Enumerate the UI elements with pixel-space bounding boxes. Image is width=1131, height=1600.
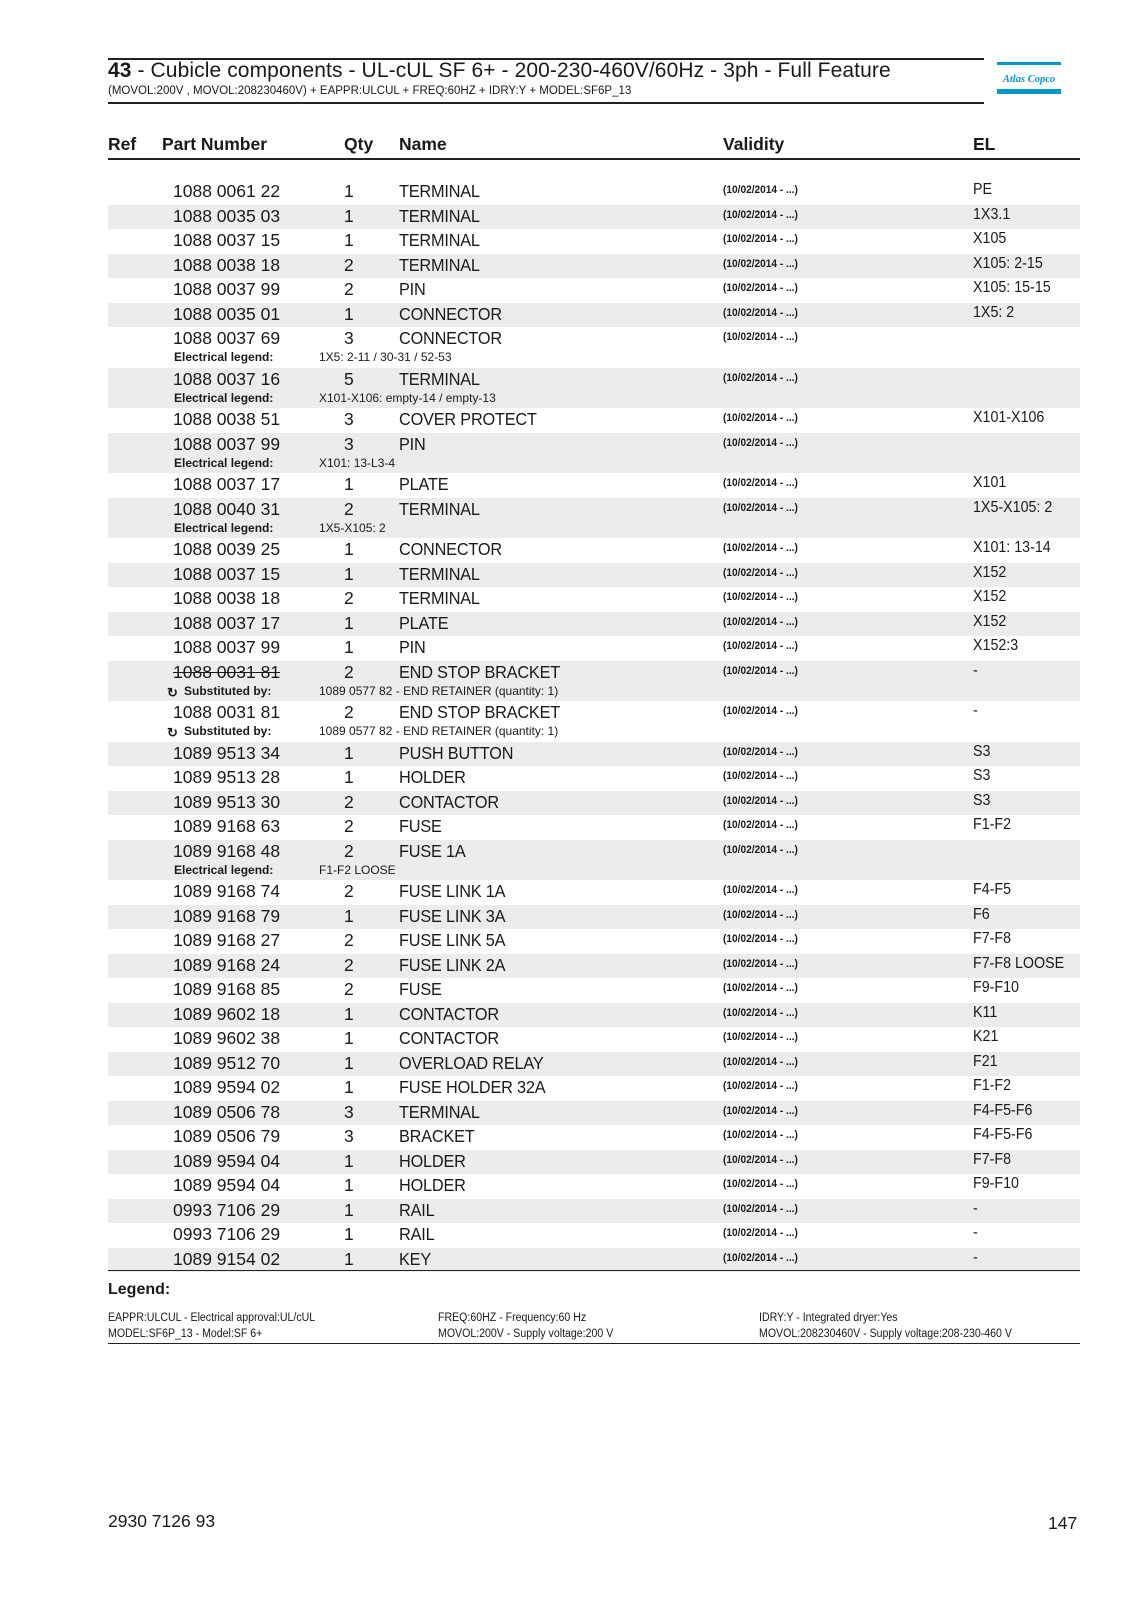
legend-top-rule xyxy=(108,1270,1080,1271)
electrical-reference: X152 xyxy=(973,563,1007,581)
electrical-reference: F4-F5 xyxy=(973,881,1012,898)
electrical-reference: S3 xyxy=(973,791,991,809)
validity: (10/02/2014 - ...) xyxy=(723,908,798,921)
part-name: FUSE xyxy=(399,816,442,836)
electrical-reference: X101: 13-14 xyxy=(973,539,1051,556)
part-number: 1089 0506 79 xyxy=(173,1126,281,1146)
part-name: PUSH BUTTON xyxy=(399,742,514,763)
part-name: TERMINAL xyxy=(399,563,480,584)
part-name: CONTACTOR xyxy=(399,1003,499,1024)
part-name: TERMINAL xyxy=(399,1101,480,1122)
substituted-by-label: Substituted by: xyxy=(184,683,272,698)
table-row xyxy=(108,368,1080,409)
part-name: CONNECTOR xyxy=(399,539,502,559)
part-number: 1088 0038 51 xyxy=(173,409,281,429)
validity: (10/02/2014 - ...) xyxy=(723,745,798,758)
validity: (10/02/2014 - ...) xyxy=(723,819,798,831)
validity: (10/02/2014 - ...) xyxy=(723,436,798,449)
electrical-legend-value: X101-X106: empty-14 / empty-13 xyxy=(319,390,496,405)
electrical-reference: K21 xyxy=(973,1028,999,1045)
substituted-by-label: Substituted by: xyxy=(184,724,272,738)
table-row xyxy=(108,742,1080,767)
table-row xyxy=(108,327,1080,368)
page-number: 147 xyxy=(1048,1513,1078,1533)
part-name: FUSE LINK 1A xyxy=(399,881,506,901)
table-row xyxy=(108,791,1080,816)
table-row xyxy=(108,1150,1080,1175)
validity: (10/02/2014 - ...) xyxy=(723,306,798,319)
table-row xyxy=(108,636,1080,661)
validity: (10/02/2014 - ...) xyxy=(723,884,798,896)
validity: (10/02/2014 - ...) xyxy=(723,982,798,994)
legend-item: FREQ:60HZ - Frequency:60 Hz xyxy=(438,1312,587,1324)
part-number: 1089 9594 04 xyxy=(173,1150,281,1171)
section-number: 43 xyxy=(108,59,132,82)
table-row xyxy=(108,954,1080,979)
part-name: HOLDER xyxy=(399,1150,466,1171)
part-name: FUSE LINK 2A xyxy=(399,954,506,975)
table-row xyxy=(108,1223,1080,1248)
table-row xyxy=(108,498,1080,539)
validity: (10/02/2014 - ...) xyxy=(723,1227,798,1239)
part-name: PLATE xyxy=(399,474,449,494)
substitution-icon: ↻ xyxy=(167,725,178,740)
column-header-el: EL xyxy=(973,134,996,154)
part-number: 1088 0035 03 xyxy=(173,205,281,226)
electrical-reference: K11 xyxy=(973,1003,998,1021)
electrical-legend-value: 1X5-X105: 2 xyxy=(319,520,386,535)
quantity: 1 xyxy=(344,905,354,926)
part-name: FUSE LINK 5A xyxy=(399,930,506,950)
quantity: 1 xyxy=(344,1028,354,1048)
validity: (10/02/2014 - ...) xyxy=(723,1178,798,1190)
column-header-ref: Ref xyxy=(108,134,137,154)
electrical-reference: X152:3 xyxy=(973,637,1019,654)
table-row xyxy=(108,1248,1080,1273)
quantity: 1 xyxy=(344,1248,354,1269)
part-name: TERMINAL xyxy=(399,588,480,608)
substitution-detail: 1089 0577 82 - END RETAINER (quantity: 1) xyxy=(319,683,559,698)
part-number: 1089 9168 79 xyxy=(173,905,281,926)
part-name: PIN xyxy=(399,279,426,299)
part-name: CONTACTOR xyxy=(399,791,499,812)
electrical-legend-label: Electrical legend: xyxy=(174,455,274,470)
quantity: 1 xyxy=(344,1199,354,1220)
table-row xyxy=(108,905,1080,930)
quantity: 2 xyxy=(344,588,354,608)
part-name: HOLDER xyxy=(399,1175,466,1195)
part-name: FUSE xyxy=(399,979,442,999)
quantity: 1 xyxy=(344,539,354,559)
quantity: 1 xyxy=(344,767,354,787)
table-row xyxy=(108,433,1080,474)
part-number: 1088 0039 25 xyxy=(173,539,281,559)
part-name: KEY xyxy=(399,1248,432,1269)
table-row xyxy=(108,929,1080,954)
legend-bottom-rule xyxy=(108,1343,1080,1344)
part-number: 1088 0031 81 xyxy=(173,702,281,722)
table-row xyxy=(108,1003,1080,1028)
table-row xyxy=(108,701,1080,742)
part-name: END STOP BRACKET xyxy=(399,702,561,722)
part-number: 0993 7106 29 xyxy=(173,1224,281,1244)
column-header-part-number: Part Number xyxy=(162,134,268,154)
electrical-reference: S3 xyxy=(973,742,991,760)
quantity: 3 xyxy=(344,433,354,454)
quantity: 2 xyxy=(344,791,354,812)
table-row xyxy=(108,563,1080,588)
part-number: 1089 9168 27 xyxy=(173,930,281,950)
part-number: 1088 0038 18 xyxy=(173,588,281,608)
validity: (10/02/2014 - ...) xyxy=(723,233,798,245)
part-name: BRACKET xyxy=(399,1126,475,1146)
part-name: FUSE HOLDER 32A xyxy=(399,1077,546,1097)
quantity: 1 xyxy=(344,563,354,584)
quantity: 1 xyxy=(344,1224,354,1244)
validity: (10/02/2014 - ...) xyxy=(723,371,798,384)
electrical-legend-label: Electrical legend: xyxy=(174,350,274,364)
legend-item: MOVOL:208230460V - Supply voltage:208-230-460 V xyxy=(759,1328,1012,1340)
column-header-qty: Qty xyxy=(344,134,374,154)
quantity: 2 xyxy=(344,979,354,999)
validity: (10/02/2014 - ...) xyxy=(723,933,798,945)
quantity: 2 xyxy=(344,702,354,722)
electrical-reference: S3 xyxy=(973,767,991,784)
part-number: 1089 9168 74 xyxy=(173,881,281,901)
part-number: 1088 0037 99 xyxy=(173,637,281,657)
part-number: 1088 0035 01 xyxy=(173,303,281,324)
table-row xyxy=(108,180,1080,205)
quantity: 5 xyxy=(344,368,354,389)
part-number: 1089 9512 70 xyxy=(173,1052,281,1073)
validity: (10/02/2014 - ...) xyxy=(723,542,798,554)
electrical-legend-value: F1-F2 LOOSE xyxy=(319,862,396,877)
quantity: 3 xyxy=(344,1126,354,1146)
quantity: 3 xyxy=(344,1101,354,1122)
part-number: 1089 9602 18 xyxy=(173,1003,281,1024)
table-row xyxy=(108,229,1080,254)
part-number: 1088 0061 22 xyxy=(173,181,281,201)
legend-item: MOVOL:200V - Supply voltage:200 V xyxy=(438,1328,614,1340)
electrical-reference: 1X3.1 xyxy=(973,205,1011,223)
validity: (10/02/2014 - ...) xyxy=(723,331,798,343)
quantity: 2 xyxy=(344,661,354,682)
quantity: 2 xyxy=(344,840,354,861)
part-number: 1088 0037 15 xyxy=(173,230,281,250)
part-name: TERMINAL xyxy=(399,205,480,226)
quantity: 3 xyxy=(344,409,354,429)
part-number: 0993 7106 29 xyxy=(173,1199,281,1220)
validity: (10/02/2014 - ...) xyxy=(723,705,798,717)
table-row xyxy=(108,205,1080,230)
electrical-reference: X105 xyxy=(973,230,1007,247)
electrical-legend-value: X101: 13-L3-4 xyxy=(319,455,396,470)
table-row xyxy=(108,303,1080,328)
part-name: OVERLOAD RELAY xyxy=(399,1052,544,1073)
validity: (10/02/2014 - ...) xyxy=(723,591,798,603)
part-number: 1088 0037 99 xyxy=(173,279,281,299)
part-number: 1088 0037 99 xyxy=(173,433,281,454)
quantity: 2 xyxy=(344,498,354,519)
quantity: 2 xyxy=(344,254,354,275)
part-name: TERMINAL xyxy=(399,254,480,275)
quantity: 1 xyxy=(344,1150,354,1171)
table-row xyxy=(108,840,1080,881)
legend-item: MODEL:SF6P_13 - Model:SF 6+ xyxy=(108,1328,263,1340)
validity: (10/02/2014 - ...) xyxy=(723,957,798,970)
quantity: 1 xyxy=(344,474,354,494)
part-name: COVER PROTECT xyxy=(399,409,537,429)
electrical-reference: F6 xyxy=(973,905,990,923)
validity: (10/02/2014 - ...) xyxy=(723,412,798,424)
electrical-reference: F4-F5-F6 xyxy=(973,1126,1033,1143)
electrical-reference: 1X5-X105: 2 xyxy=(973,498,1053,516)
quantity: 1 xyxy=(344,1052,354,1073)
table-row xyxy=(108,408,1080,433)
part-number: 1089 9594 02 xyxy=(173,1077,281,1097)
part-number: 1088 0038 18 xyxy=(173,254,281,275)
part-name: TERMINAL xyxy=(399,368,480,389)
part-number: 1088 0037 17 xyxy=(173,474,281,494)
electrical-reference: F21 xyxy=(973,1052,998,1070)
part-number: 1089 9154 02 xyxy=(173,1248,281,1269)
electrical-reference: - xyxy=(973,1199,978,1217)
table-row xyxy=(108,1076,1080,1101)
electrical-legend-value: 1X5: 2-11 / 30-31 / 52-53 xyxy=(319,350,452,364)
legend-item: IDRY:Y - Integrated dryer:Yes xyxy=(759,1312,898,1324)
part-name: FUSE 1A xyxy=(399,840,466,861)
part-number: 1089 9602 38 xyxy=(173,1028,281,1048)
quantity: 1 xyxy=(344,612,354,633)
part-number: 1089 9513 34 xyxy=(173,742,281,763)
part-name: END STOP BRACKET xyxy=(399,661,561,682)
validity: (10/02/2014 - ...) xyxy=(723,794,798,807)
legend-item: EAPPR:ULCUL - Electrical approval:UL/cUL xyxy=(108,1312,316,1324)
table-row xyxy=(108,1199,1080,1224)
table-row xyxy=(108,1174,1080,1199)
quantity: 2 xyxy=(344,881,354,901)
part-name: CONNECTOR xyxy=(399,303,502,324)
part-number: 1089 9594 04 xyxy=(173,1175,281,1195)
quantity: 1 xyxy=(344,230,354,250)
electrical-reference: X152 xyxy=(973,588,1007,605)
table-row xyxy=(108,1027,1080,1052)
document-number: 2930 7126 93 xyxy=(108,1511,216,1531)
table-row xyxy=(108,538,1080,563)
electrical-reference: F9-F10 xyxy=(973,979,1019,996)
part-name: PIN xyxy=(399,637,426,657)
column-header-validity: Validity xyxy=(723,134,785,154)
validity: (10/02/2014 - ...) xyxy=(723,1202,798,1215)
electrical-reference: - xyxy=(973,1224,978,1241)
validity: (10/02/2014 - ...) xyxy=(723,1251,798,1264)
quantity: 1 xyxy=(344,181,354,201)
validity: (10/02/2014 - ...) xyxy=(723,208,798,221)
validity: (10/02/2014 - ...) xyxy=(723,1104,798,1117)
part-number: 1088 0037 15 xyxy=(173,563,281,584)
header-bottom-rule xyxy=(108,102,984,104)
part-name: CONNECTOR xyxy=(399,328,502,348)
part-number: 1089 9168 63 xyxy=(173,816,281,836)
quantity: 2 xyxy=(344,816,354,836)
page-title xyxy=(108,59,891,83)
electrical-reference: F7-F8 LOOSE xyxy=(973,954,1065,972)
electrical-reference: X105: 2-15 xyxy=(973,254,1043,272)
quantity: 1 xyxy=(344,742,354,763)
quantity: 1 xyxy=(344,637,354,657)
electrical-reference: F4-F5-F6 xyxy=(973,1101,1033,1119)
electrical-legend-label: Electrical legend: xyxy=(174,862,274,877)
validity: (10/02/2014 - ...) xyxy=(723,770,798,782)
part-name: HOLDER xyxy=(399,767,466,787)
validity: (10/02/2014 - ...) xyxy=(723,843,798,856)
validity: (10/02/2014 - ...) xyxy=(723,566,798,579)
table-row xyxy=(108,815,1080,840)
validity: (10/02/2014 - ...) xyxy=(723,1055,798,1068)
electrical-legend-label: Electrical legend: xyxy=(174,520,274,535)
electrical-reference: X101-X106 xyxy=(973,409,1045,426)
part-name: PIN xyxy=(399,433,426,454)
column-header-name: Name xyxy=(399,134,447,154)
part-number: 1089 9168 85 xyxy=(173,979,281,999)
section-title: - Cubicle components - UL-cUL SF 6+ - 200-230-460V/60Hz - 3ph - Full Feature xyxy=(131,59,891,82)
quantity: 1 xyxy=(344,303,354,324)
part-number: 1088 0037 17 xyxy=(173,612,281,633)
substitution-icon: ↻ xyxy=(167,684,178,700)
validity: (10/02/2014 - ...) xyxy=(723,257,798,270)
legend-title: Legend: xyxy=(108,1281,171,1298)
validity: (10/02/2014 - ...) xyxy=(723,1129,798,1141)
table-row xyxy=(108,254,1080,279)
validity: (10/02/2014 - ...) xyxy=(723,282,798,294)
part-number: 1089 9168 48 xyxy=(173,840,281,861)
part-number: 1088 0040 31 xyxy=(173,498,281,519)
table-row xyxy=(108,473,1080,498)
electrical-reference: - xyxy=(973,1248,978,1266)
table-row xyxy=(108,278,1080,303)
validity: (10/02/2014 - ...) xyxy=(723,1080,798,1092)
atlas-copco-logo xyxy=(997,62,1061,94)
part-number: 1089 9168 24 xyxy=(173,954,281,975)
column-header-rule xyxy=(108,158,1080,160)
table-row xyxy=(108,1052,1080,1077)
table-row xyxy=(108,978,1080,1003)
electrical-reference: - xyxy=(973,702,978,719)
part-number: 1089 0506 78 xyxy=(173,1101,281,1122)
quantity: 2 xyxy=(344,954,354,975)
quantity: 1 xyxy=(344,205,354,226)
quantity: 2 xyxy=(344,930,354,950)
validity: (10/02/2014 - ...) xyxy=(723,640,798,652)
table-row xyxy=(108,880,1080,905)
validity: (10/02/2014 - ...) xyxy=(723,1031,798,1043)
quantity: 1 xyxy=(344,1077,354,1097)
part-number: 1089 9513 30 xyxy=(173,791,281,812)
part-name: TERMINAL xyxy=(399,230,480,250)
part-name: PLATE xyxy=(399,612,449,633)
table-row xyxy=(108,1125,1080,1150)
validity: (10/02/2014 - ...) xyxy=(723,615,798,628)
electrical-reference: F1-F2 xyxy=(973,816,1012,833)
validity: (10/02/2014 - ...) xyxy=(723,184,798,196)
electrical-reference: X152 xyxy=(973,612,1007,630)
configuration-subtitle: (MOVOL:200V , MOVOL:208230460V) + EAPPR:ULCUL + FREQ:60HZ + IDRY:Y + MODEL:SF6P_13 xyxy=(108,85,632,97)
table-row xyxy=(108,587,1080,612)
electrical-legend-label: Electrical legend: xyxy=(174,390,274,405)
electrical-reference: X101 xyxy=(973,474,1007,491)
quantity: 1 xyxy=(344,1003,354,1024)
electrical-reference: F7-F8 xyxy=(973,1150,1012,1168)
quantity: 3 xyxy=(344,328,354,348)
part-number: 1088 0031 81 xyxy=(173,661,281,682)
part-name: RAIL xyxy=(399,1224,435,1244)
quantity: 2 xyxy=(344,279,354,299)
electrical-reference: F7-F8 xyxy=(973,930,1012,947)
table-row xyxy=(108,766,1080,791)
parts-table xyxy=(108,180,1080,1272)
validity: (10/02/2014 - ...) xyxy=(723,477,798,489)
substitution-detail: 1089 0577 82 - END RETAINER (quantity: 1) xyxy=(319,724,559,738)
part-name: TERMINAL xyxy=(399,181,480,201)
electrical-reference: F9-F10 xyxy=(973,1175,1019,1192)
part-number: 1088 0037 16 xyxy=(173,368,281,389)
electrical-reference: PE xyxy=(973,181,993,198)
logo-text: Atlas Copco xyxy=(1002,74,1056,85)
electrical-reference: X105: 15-15 xyxy=(973,279,1051,296)
validity: (10/02/2014 - ...) xyxy=(723,501,798,514)
electrical-reference: F1-F2 xyxy=(973,1077,1012,1094)
table-row xyxy=(108,1101,1080,1126)
validity: (10/02/2014 - ...) xyxy=(723,1153,798,1166)
table-row xyxy=(108,612,1080,637)
validity: (10/02/2014 - ...) xyxy=(723,1006,798,1019)
part-name: RAIL xyxy=(399,1199,435,1220)
electrical-reference: 1X5: 2 xyxy=(973,303,1015,321)
electrical-reference: - xyxy=(973,661,978,679)
table-row xyxy=(108,661,1080,702)
quantity: 1 xyxy=(344,1175,354,1195)
part-number: 1089 9513 28 xyxy=(173,767,281,787)
part-name: TERMINAL xyxy=(399,498,480,519)
part-name: FUSE LINK 3A xyxy=(399,905,506,926)
validity: (10/02/2014 - ...) xyxy=(723,664,798,677)
part-name: CONTACTOR xyxy=(399,1028,499,1048)
part-number: 1088 0037 69 xyxy=(173,328,281,348)
